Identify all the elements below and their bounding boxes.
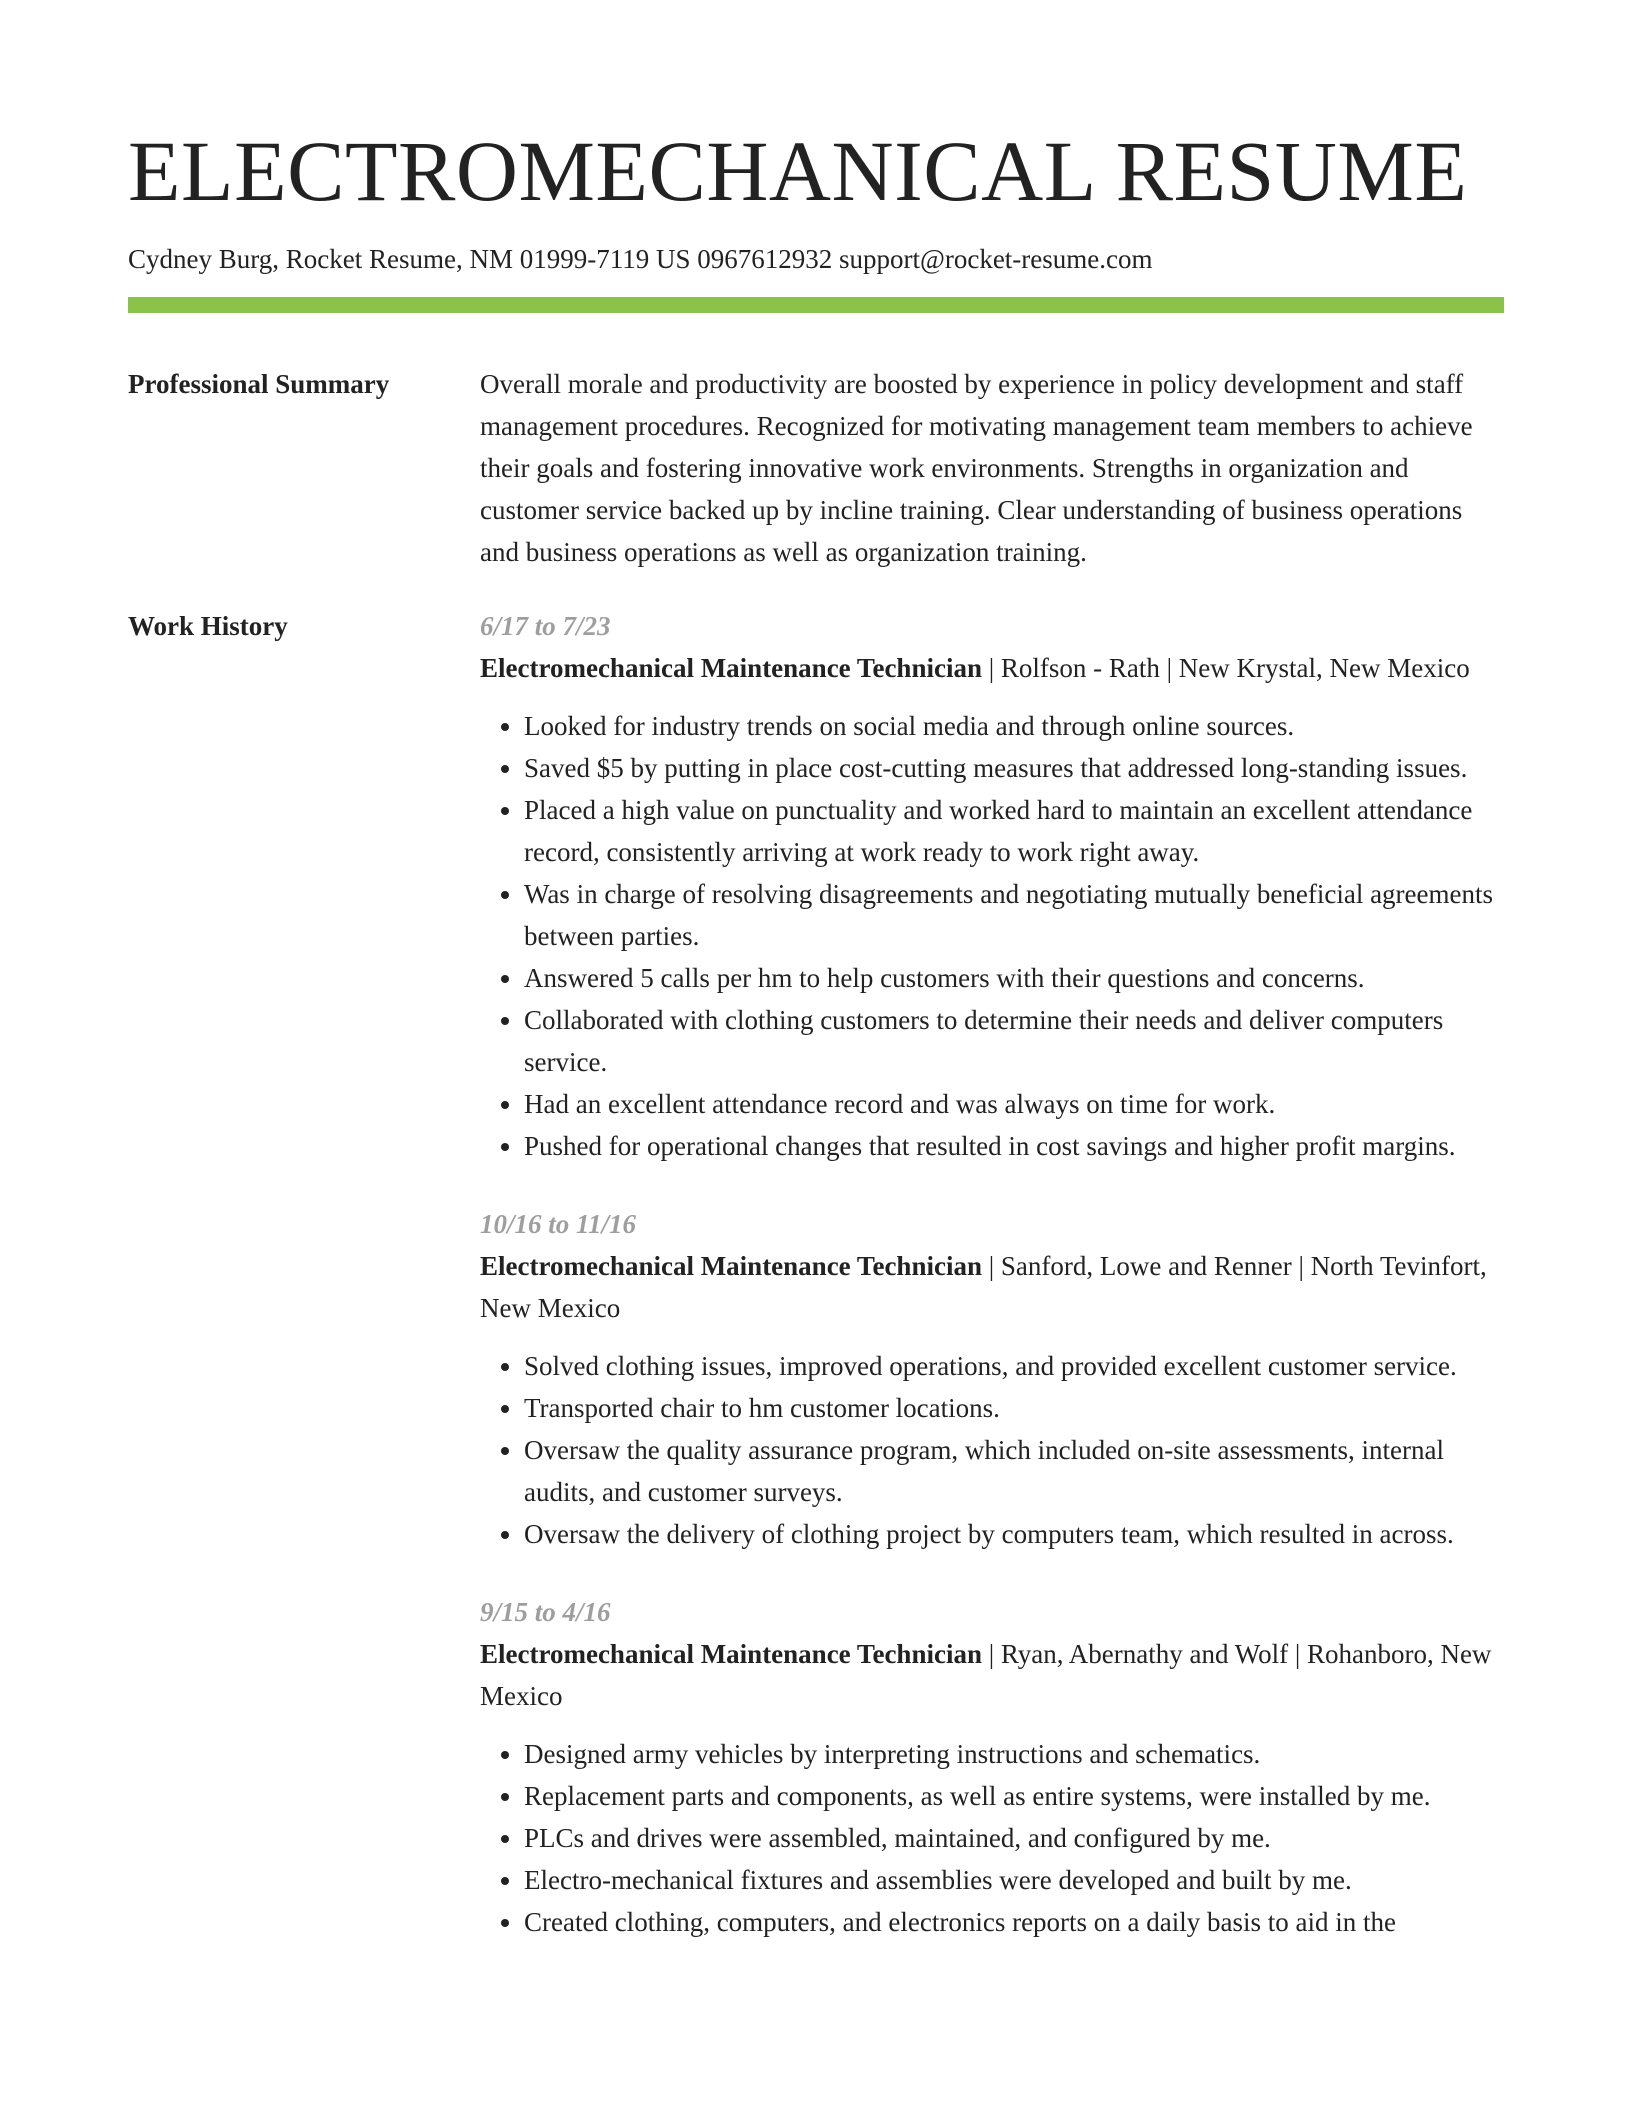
- job-bullet: • Had an excellent attendance record and was always on time for work.: [524, 1083, 1504, 1125]
- work-history-list: [480, 605, 1504, 1943]
- job-bullet: • Solved clothing issues, improved operations, and provided excellent customer service.: [524, 1345, 1504, 1387]
- job-bullet: • PLCs and drives were assembled, maintained, and configured by me.: [524, 1817, 1504, 1859]
- job-title: Electromechanical Maintenance Technician: [480, 1639, 982, 1669]
- job-bullet: • Created clothing, computers, and electronics reports on a daily basis to aid in the: [524, 1901, 1504, 1943]
- job-entry: [480, 1591, 1504, 1943]
- job-bullet: • Placed a high value on punctuality and worked hard to maintain an excellent attendance record, consistently arriving at work ready to work right away.: [524, 789, 1504, 873]
- summary-text: Overall morale and productivity are boosted by experience in policy development and staff management procedures. Recognized for motivating management team members to achieve their goals and fostering innovative work environments. Strengths in organization and customer service backed up by incline training. Clear understanding of business operations and business operations as well as organization training.: [480, 369, 1473, 567]
- job-bullet: • Transported chair to hm customer locations.: [524, 1387, 1504, 1429]
- job-bullets: [480, 1733, 1504, 1943]
- job-bullet: • Looked for industry trends on social media and through online sources.: [524, 705, 1504, 747]
- job-entry: [480, 1203, 1504, 1555]
- job-bullet: • Pushed for operational changes that resulted in cost savings and higher profit margins.: [524, 1125, 1504, 1167]
- section-label-work-history: Work History: [128, 611, 288, 641]
- job-entry: [480, 605, 1504, 1167]
- job-bullet: • Saved $5 by putting in place cost-cutting measures that addressed long-standing issues.: [524, 747, 1504, 789]
- job-bullet: • Designed army vehicles by interpreting instructions and schematics.: [524, 1733, 1504, 1775]
- job-details: | Sanford, Lowe and Renner | North Tevinfort, New Mexico: [480, 1251, 1487, 1323]
- resume-title: ELECTROMECHANICAL RESUME: [128, 123, 1468, 219]
- job-bullet: • Answered 5 calls per hm to help customers with their questions and concerns.: [524, 957, 1504, 999]
- accent-divider: [128, 297, 1504, 313]
- job-bullet: • Oversaw the quality assurance program, which included on-site assessments, internal audits, and customer surveys.: [524, 1429, 1504, 1513]
- job-bullets: [480, 705, 1504, 1167]
- job-bullets: [480, 1345, 1504, 1555]
- job-dates: 9/15 to 4/16: [480, 1597, 611, 1627]
- professional-summary-section: [128, 363, 1504, 573]
- resume-page: [128, 0, 1504, 1943]
- contact-line: Cydney Burg, Rocket Resume, NM 01999-7119 US 0967612932 support@rocket-resume.com: [128, 244, 1153, 274]
- job-dates: 6/17 to 7/23: [480, 611, 611, 641]
- job-heading: [480, 1245, 1504, 1329]
- job-bullet: • Oversaw the delivery of clothing project by computers team, which resulted in across.: [524, 1513, 1504, 1555]
- job-title: Electromechanical Maintenance Technician: [480, 653, 982, 683]
- job-details: | Rolfson - Rath | New Krystal, New Mexico: [981, 653, 1470, 683]
- job-title: Electromechanical Maintenance Technician: [480, 1251, 982, 1281]
- job-bullet: • Electro-mechanical fixtures and assemblies were developed and built by me.: [524, 1859, 1504, 1901]
- job-bullet: • Was in charge of resolving disagreements and negotiating mutually beneficial agreements between parties.: [524, 873, 1504, 957]
- job-heading: [480, 1633, 1504, 1717]
- job-bullet: • Replacement parts and components, as well as entire systems, were installed by me.: [524, 1775, 1504, 1817]
- job-dates: 10/16 to 11/16: [480, 1209, 637, 1239]
- job-bullet: • Collaborated with clothing customers to determine their needs and deliver computers service.: [524, 999, 1504, 1083]
- job-heading: [480, 647, 1504, 689]
- work-history-section: [128, 605, 1504, 1943]
- section-label-professional-summary: Professional Summary: [128, 369, 390, 399]
- job-details: | Ryan, Abernathy and Wolf | Rohanboro, New Mexico: [480, 1639, 1492, 1711]
